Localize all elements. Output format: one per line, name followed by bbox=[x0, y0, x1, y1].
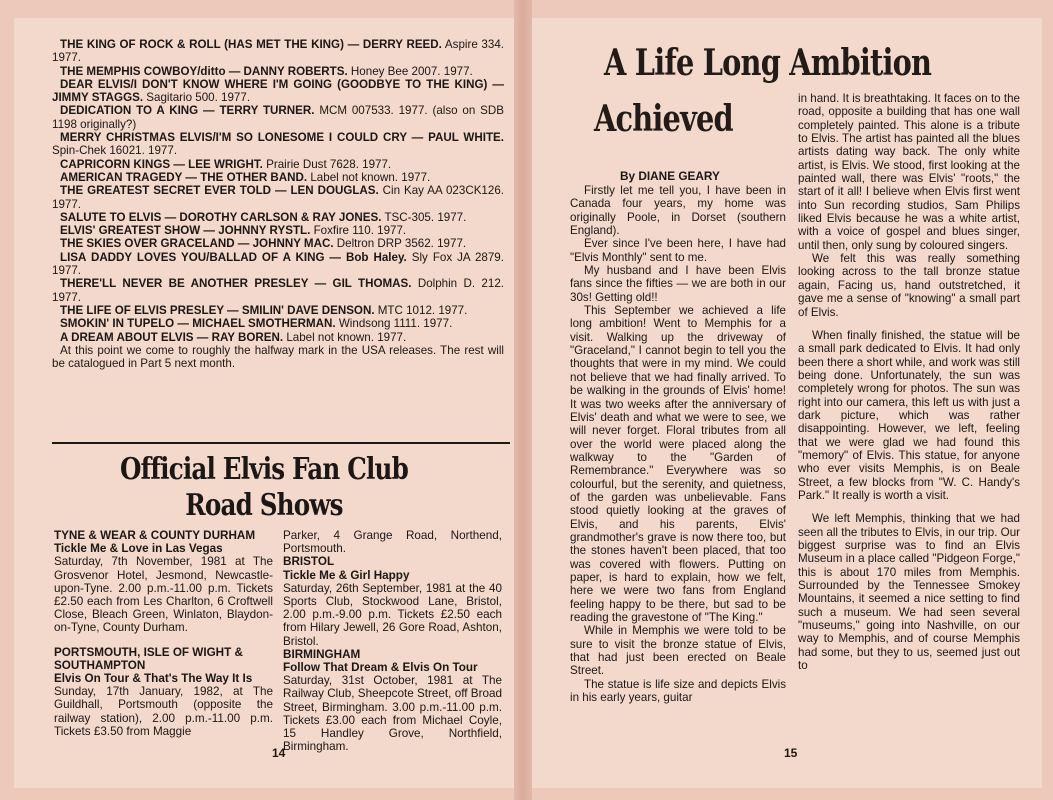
fan-club-heading-line2: Road Shows bbox=[185, 488, 343, 523]
article-paragraph: We left Memphis, thinking that we had seen all the tributes to Elvis, in our trip. Our biggest surprise was to find an Elvis Museum in a place called "Pidgeon Forge," this is about 170 miles from Memphis. Surrounded by the Tennessee Smokey Mountains, it seemed a nice setting to find such a museum. We had seen several "museums," going into Nashville, on our way to Memphis, and of course Memphis had some, but they to us, seemed just out to bbox=[798, 512, 1020, 673]
left-page bbox=[14, 18, 514, 788]
article-paragraph: Ever since I've been here, I have had "Elvis Monthly" sent to me. bbox=[570, 237, 786, 264]
article-paragraph: While in Memphis we were told to be sure to visit the bronze statue of Elvis, that had just been erected on Beale Street. bbox=[570, 624, 786, 678]
list-item: A DREAM ABOUT ELVIS — RAY BOREN. Label not known. 1977. bbox=[60, 330, 407, 344]
closing-note: At this point we come to roughly the halfway mark in the USA releases. The rest will be catalogued in Part 5 next month. bbox=[52, 343, 504, 371]
page-gutter bbox=[514, 0, 532, 800]
article-column-1 bbox=[570, 184, 786, 704]
list-item: SMOKIN' IN TUPELO — MICHAEL SMOTHERMAN. Windsong 1111. 1977. bbox=[60, 317, 453, 331]
fan-club-heading bbox=[108, 452, 420, 524]
list-item: THERE'LL NEVER BE ANOTHER PRESLEY — GIL THOMAS. Dolphin D. 212. 1977. bbox=[52, 277, 504, 304]
page-number: 14 bbox=[272, 746, 286, 760]
article-title-line1: A Life Long Ambition bbox=[604, 42, 932, 84]
article-paragraph: Firstly let me tell you, I have been in Canada four years, my home was originally Poole, in Dorset (southern England). bbox=[570, 184, 786, 238]
article-paragraph: This September we achieved a life long ambition! Went to Memphis for a visit. Walking up the driveway of "Graceland," I cannot begin to tell you the thoughts that were in my mind. We could not believe that we had finally arrived. To be walking in the grounds of Elvis' home! It was two weeks after the anniversary of Elvis' death and what we were to see, we will never forget. Floral tributes from all over the world were placed along the walkway to the "Garden of Remembrance." Everywhere was so colourful, but the serenity, and quietness, of the garden was unbelievable. Fans stood quietly looking at the graves of Elvis, and his parents, Elvis' grandmother's grave is now there too, but the stones haven't been placed, that too was covered with flowers. Putting on paper, is hard to explain, how we felt, here we were two fans from England feeling happy to be there, but sad to be reading the gravestone of "The King." bbox=[570, 304, 786, 624]
fan-club-heading-line1: Official Elvis Fan Club bbox=[120, 452, 408, 487]
discography-list bbox=[52, 38, 504, 370]
list-item: ELVIS' GREATEST SHOW — JOHNNY RYSTL. Foxfire 110. 1977. bbox=[60, 224, 407, 238]
list-item: SALUTE TO ELVIS — DOROTHY CARLSON & RAY JONES. TSC-305. 1977. bbox=[60, 210, 467, 224]
list-item: LISA DADDY LOVES YOU/BALLAD OF A KING — Bob Haley. Sly Fox JA 2879. 1977. bbox=[52, 250, 504, 278]
list-item: THE LIFE OF ELVIS PRESLEY — SMILIN' DAVE DENSON. MTC 1012. 1977. bbox=[60, 303, 468, 317]
list-item: THE SKIES OVER GRACELAND — JOHNNY MAC. Deltron DRP 3562. 1977. bbox=[60, 237, 467, 251]
article-title-line2: Achieved bbox=[594, 98, 733, 140]
show-details: Saturday, 31st October, 1981 at The Railway Club, Sheepcote Street, off Broad Street, Birmingham. 3.00 p.m.-11.00 p.m. Tickets £3.00 each from Michael Coyle, 15 Handley Grove, Northfield, Birmingham. bbox=[283, 674, 502, 754]
show-title: Elvis On Tour & That's The Way It Is bbox=[54, 672, 253, 686]
list-item: THE KING OF ROCK & ROLL (HAS MET THE KING) — DERRY REED. Aspire 334. 1977. bbox=[52, 38, 505, 65]
article-paragraph: in hand. It is breathtaking. It faces on to the road, opposite a building that has one wall completely painted. This alone is a tribute to Elvis. The artist has painted all the blues artists dating way back. The only white artist, is Elvis. We stood, first looking at the painted wall, there was Elvis' "roots," the start of it all! I believe when Elvis first went into Sun recording studios, Sam Philips liked Elvis because he was a white artist, with a voice of gospel and blues singer, until then, only sung by coloured singers. bbox=[798, 92, 1020, 252]
show-title: Tickle Me & Love in Las Vegas bbox=[54, 542, 223, 556]
show-details: Sunday, 17th January, 1982, at The Guildhall, Portsmouth (opposite the railway station), 2.00 p.m.-11.00 p.m. Tickets £3.50 from Maggie bbox=[54, 685, 273, 738]
road-shows-column-2 bbox=[283, 529, 502, 753]
list-item: THE MEMPHIS COWBOY/ditto — DANNY ROBERTS. Honey Bee 2007. 1977. bbox=[60, 64, 473, 78]
list-item: DEDICATION TO A KING — TERRY TURNER. MCM 007533. 1977. (also on SDB 1198 originally?) bbox=[52, 104, 504, 131]
list-item: MERRY CHRISTMAS ELVIS/I'M SO LONESOME I COULD CRY — PAUL WHITE. Spin-Chek 16021. 1977. bbox=[52, 131, 504, 158]
show-area: BIRMINGHAM bbox=[283, 647, 361, 661]
show-title: Follow That Dream & Elvis On Tour bbox=[283, 661, 478, 675]
show-area: TYNE & WEAR & COUNTY DURHAM bbox=[54, 529, 256, 542]
list-item: AMERICAN TRAGEDY — THE OTHER BAND. Label not known. 1977. bbox=[60, 170, 431, 184]
page-number: 15 bbox=[784, 746, 798, 760]
show-details: Parker, 4 Grange Road, Northend, Portsmouth. bbox=[283, 529, 502, 556]
show-area: PORTSMOUTH, ISLE OF WIGHT & SOUTHAMPTON bbox=[54, 645, 243, 672]
list-item: DEAR ELVIS/I DON'T KNOW WHERE I'M GOING (GOODBYE TO THE KING) — JIMMY STAGGS. Sagitario 500. 1977. bbox=[52, 77, 504, 105]
show-details: Saturday, 7th November, 1981 at The Grosvenor Hotel, Jesmond, Newcastle-upon-Tyne. 2.00 p.m.-11.00 p.m. Tickets £2.50 each from Les Charlton, 6 Croftwell Close, Bleach Green, Winlaton, Blaydon-on-Tyne, County Durham. bbox=[54, 555, 273, 635]
show-details: Saturday, 26th September, 1981 at the 40 Sports Club, Stockwood Lane, Bristol, 2.00 p.m.-9.00 p.m. Tickets £2.50 each from Hilary Jewell, 26 Gore Road, Ashton, Bristol. bbox=[283, 581, 502, 648]
article-paragraph: My husband and I have been Elvis fans since the fifties — we are both in our 30s! Getting old!! bbox=[570, 264, 786, 304]
article-paragraph: The statue is life size and depicts Elvis in his early years, guitar bbox=[570, 677, 786, 705]
road-shows bbox=[54, 529, 502, 753]
article-paragraph: We felt this was really something looking across to the tall bronze statue again, Facing us, hand outstretched, it gave me a sense of "knowing" a small part of Elvis. bbox=[798, 252, 1020, 319]
list-item: CAPRICORN KINGS — LEE WRIGHT. Prairie Dust 7628. 1977. bbox=[60, 157, 392, 171]
list-item: THE GREATEST SECRET EVER TOLD — LEN DOUGLAS. Cin Kay AA 023CK126. 1977. bbox=[52, 184, 504, 211]
article-paragraph: When finally finished, the statue will be a small park dedicated to Elvis. It had only been there a short while, and work was still being done. Unfortunately, the sun was completely wrong for photos. The sun was right into our camera, this left us with just a dark picture, which was rather disappointing. However, we left, feeling that we were glad we had found this "memory" of Elvis. This statue, for anyone who ever visits Memphis, is on Beale Street, a few blocks from "W. C. Handy's Park." It really is worth a visit. bbox=[798, 328, 1020, 502]
section-divider bbox=[52, 442, 510, 444]
article-byline: By DIANE GEARY bbox=[620, 169, 720, 183]
right-page bbox=[532, 18, 1042, 788]
article-column-2 bbox=[798, 92, 1020, 672]
road-shows-column-1 bbox=[54, 529, 273, 753]
show-area: BRISTOL bbox=[283, 555, 335, 569]
show-title: Tickle Me & Girl Happy bbox=[283, 568, 410, 582]
